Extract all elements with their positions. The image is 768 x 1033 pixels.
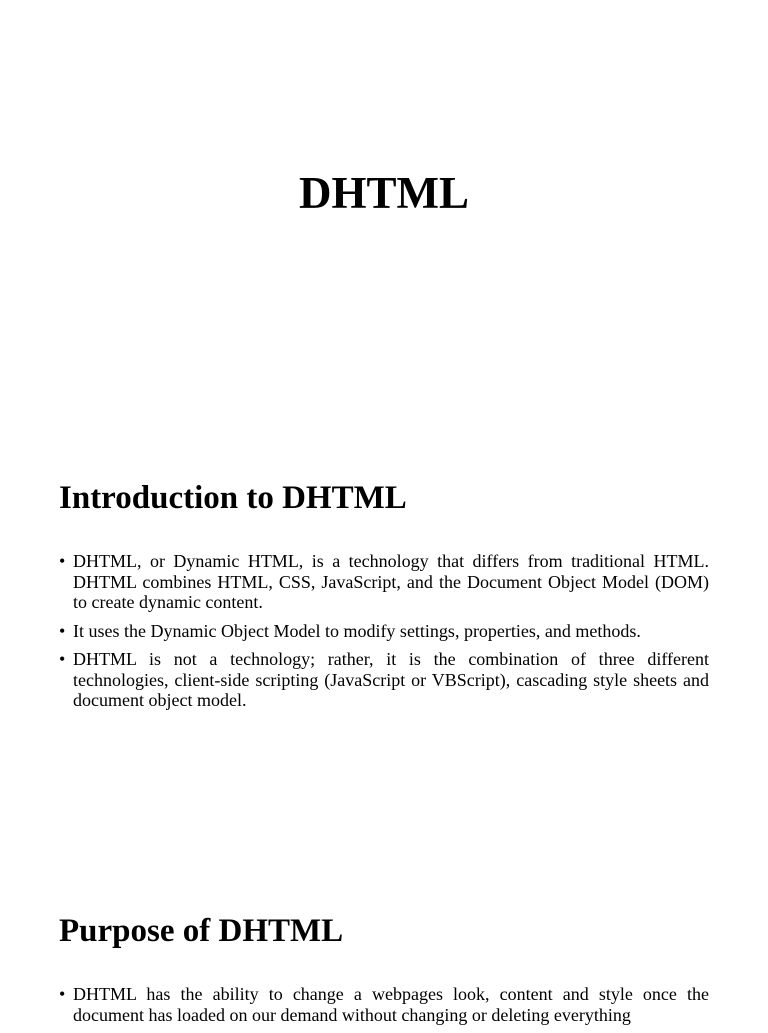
introduction-bullet-list <box>59 551 709 719</box>
bullet-item <box>59 621 709 642</box>
bullet-icon: • <box>59 620 66 641</box>
bullet-text: DHTML is not a technology; rather, it is the combination of three different technologies, client-side scripting (JavaScript or VBScript), cascading style sheets and document object model. <box>73 649 709 710</box>
bullet-item <box>59 649 709 711</box>
purpose-bullet-list <box>59 984 709 1033</box>
bullet-icon: • <box>59 649 66 669</box>
bullet-text: It uses the Dynamic Object Model to modify settings, properties, and methods. <box>73 620 641 641</box>
bullet-icon: • <box>59 551 66 571</box>
bullet-item <box>59 551 709 613</box>
bullet-text: DHTML has the ability to change a webpages look, content and style once the document has loaded on our demand without changing or deleting everything <box>73 984 709 1025</box>
slide-title: DHTML <box>298 168 469 218</box>
bullet-text: DHTML, or Dynamic HTML, is a technology that differs from traditional HTML. DHTML combines HTML, CSS, JavaScript, and the Document Object Model (DOM) to create dynamic content. <box>73 551 709 612</box>
section-heading-purpose: Purpose of DHTML <box>59 913 344 949</box>
section-heading-introduction: Introduction to DHTML <box>59 480 407 516</box>
bullet-item <box>59 984 709 1025</box>
bullet-icon: • <box>59 984 66 1004</box>
